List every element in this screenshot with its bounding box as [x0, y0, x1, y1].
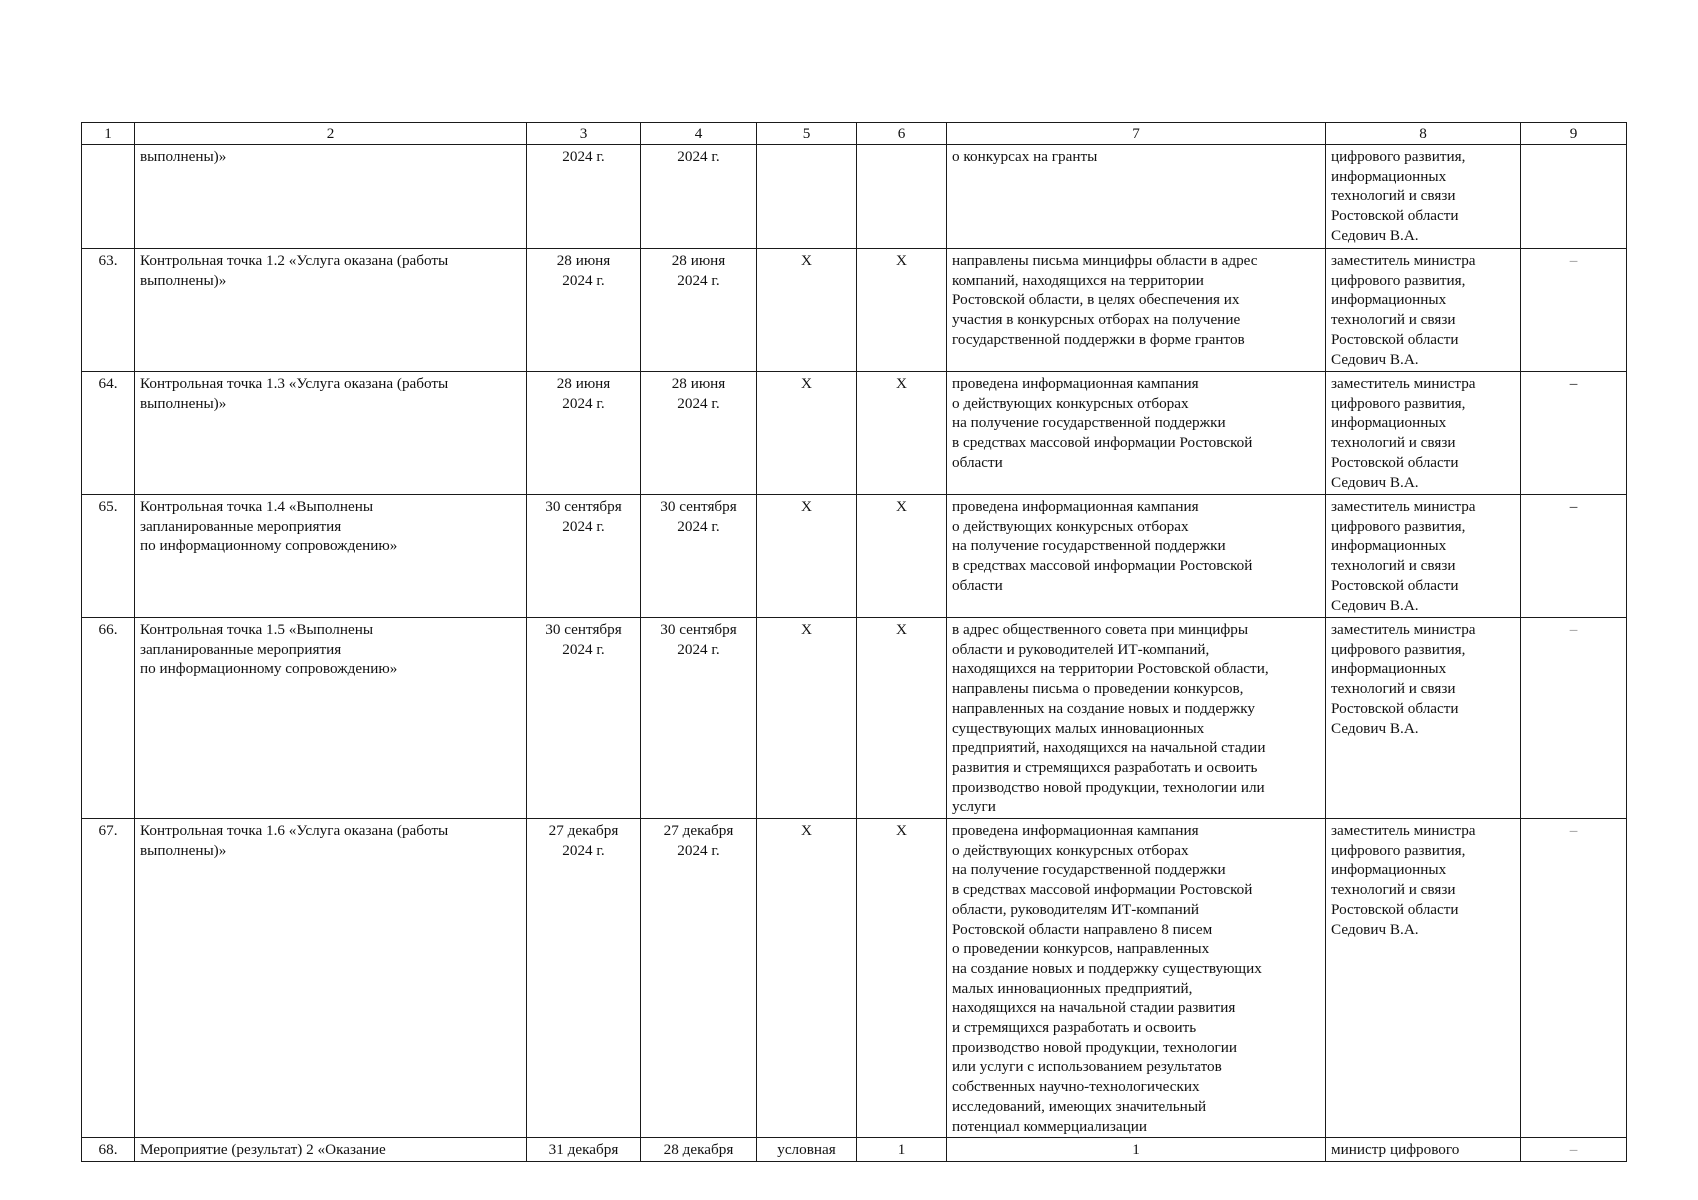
row-col6: X: [857, 249, 947, 372]
row-col9: [1521, 145, 1627, 249]
row-name: Мероприятие (результат) 2 «Оказание: [135, 1138, 527, 1162]
row-date-fact: 28 июня 2024 г.: [641, 372, 757, 495]
row-name: Контрольная точка 1.2 «Услуга оказана (работы выполнены)»: [135, 249, 527, 372]
row-date-plan: 30 сентября 2024 г.: [527, 495, 641, 618]
row-name: выполнены)»: [135, 145, 527, 249]
row-date-fact: 28 декабря: [641, 1138, 757, 1162]
row-date-fact: 2024 г.: [641, 145, 757, 249]
row-responsible: заместитель министра цифрового развития, информационных технологий и связи Ростовской области Седович В.А.: [1326, 618, 1521, 819]
row-number: 67.: [82, 819, 135, 1138]
row-date-fact: 27 декабря 2024 г.: [641, 819, 757, 1138]
row-number: 63.: [82, 249, 135, 372]
row-col5: X: [757, 618, 857, 819]
column-number-header: [82, 123, 1627, 145]
row-responsible: заместитель министра цифрового развития, информационных технологий и связи Ростовской области Седович В.А.: [1326, 249, 1521, 372]
table-row: [82, 145, 1627, 249]
header-cell: 8: [1326, 123, 1521, 145]
row-result: проведена информационная кампания о действующих конкурсных отборах на получение государственной поддержки в средствах массовой информации Ростовской области, руководителям ИТ-компаний Ростовской области направлено 8 писем о проведении конкурсов, направленных на создание новых и поддержку существующих малых инновационных предприятий, находящихся на начальной стадии развития и стремящихся разработать и освоить производство новой продукции, технологии или услуги с использованием результатов собственных научно-технологических исследований, имеющих значительный потенциал коммерциализации: [947, 819, 1326, 1138]
row-number: 65.: [82, 495, 135, 618]
table-row: [82, 1138, 1627, 1162]
row-result: проведена информационная кампания о действующих конкурсных отборах на получение государственной поддержки в средствах массовой информации Ростовской области: [947, 372, 1326, 495]
row-col6: 1: [857, 1138, 947, 1162]
row-number: 66.: [82, 618, 135, 819]
header-cell: 1: [82, 123, 135, 145]
row-col6: X: [857, 495, 947, 618]
table-row: [82, 249, 1627, 372]
row-result: 1: [947, 1138, 1326, 1162]
row-name: Контрольная точка 1.5 «Выполнены запланированные мероприятия по информационному сопровождению»: [135, 618, 527, 819]
report-table: [81, 122, 1627, 1162]
row-responsible: министр цифрового: [1326, 1138, 1521, 1162]
row-date-fact: 28 июня 2024 г.: [641, 249, 757, 372]
row-date-fact: 30 сентября 2024 г.: [641, 495, 757, 618]
header-cell: 5: [757, 123, 857, 145]
row-result: проведена информационная кампания о действующих конкурсных отборах на получение государственной поддержки в средствах массовой информации Ростовской области: [947, 495, 1326, 618]
header-cell: 2: [135, 123, 527, 145]
table-row: [82, 495, 1627, 618]
header-cell: 6: [857, 123, 947, 145]
row-result: направлены письма минцифры области в адрес компаний, находящихся на территории Ростовской области, в целях обеспечения их участия в конкурсных отборах на получение государственной поддержки в форме грантов: [947, 249, 1326, 372]
header-cell: 7: [947, 123, 1326, 145]
row-name: Контрольная точка 1.6 «Услуга оказана (работы выполнены)»: [135, 819, 527, 1138]
row-col5: X: [757, 495, 857, 618]
row-name: Контрольная точка 1.4 «Выполнены запланированные мероприятия по информационному сопровождению»: [135, 495, 527, 618]
row-name: Контрольная точка 1.3 «Услуга оказана (работы выполнены)»: [135, 372, 527, 495]
row-responsible: заместитель министра цифрового развития, информационных технологий и связи Ростовской области Седович В.А.: [1326, 372, 1521, 495]
row-result: о конкурсах на гранты: [947, 145, 1326, 249]
row-responsible: заместитель министра цифрового развития, информационных технологий и связи Ростовской области Седович В.А.: [1326, 495, 1521, 618]
row-col5: X: [757, 372, 857, 495]
header-cell: 9: [1521, 123, 1627, 145]
row-col9: –: [1521, 819, 1627, 1138]
row-col9: –: [1521, 1138, 1627, 1162]
row-col5: [757, 145, 857, 249]
row-number: [82, 145, 135, 249]
row-number: 68.: [82, 1138, 135, 1162]
row-date-plan: 28 июня 2024 г.: [527, 372, 641, 495]
row-col9: –: [1521, 495, 1627, 618]
row-responsible: заместитель министра цифрового развития, информационных технологий и связи Ростовской области Седович В.А.: [1326, 819, 1521, 1138]
row-col9: –: [1521, 618, 1627, 819]
row-col6: X: [857, 819, 947, 1138]
row-col5: условная: [757, 1138, 857, 1162]
header-cell: 4: [641, 123, 757, 145]
row-date-plan: 28 июня 2024 г.: [527, 249, 641, 372]
table-row: [82, 372, 1627, 495]
row-date-plan: 30 сентября 2024 г.: [527, 618, 641, 819]
row-date-plan: 2024 г.: [527, 145, 641, 249]
header-cell: 3: [527, 123, 641, 145]
row-number: 64.: [82, 372, 135, 495]
row-date-plan: 27 декабря 2024 г.: [527, 819, 641, 1138]
table-row: [82, 618, 1627, 819]
row-col9: –: [1521, 372, 1627, 495]
row-date-plan: 31 декабря: [527, 1138, 641, 1162]
row-date-fact: 30 сентября 2024 г.: [641, 618, 757, 819]
row-col5: X: [757, 249, 857, 372]
row-col6: X: [857, 372, 947, 495]
row-col6: X: [857, 618, 947, 819]
row-col6: [857, 145, 947, 249]
table-row: [82, 819, 1627, 1138]
row-col9: –: [1521, 249, 1627, 372]
row-responsible: цифрового развития, информационных технологий и связи Ростовской области Седович В.А.: [1326, 145, 1521, 249]
row-result: в адрес общественного совета при минцифры области и руководителей ИТ-компаний, находящихся на территории Ростовской области, направлены письма о проведении конкурсов, направленных на создание новых и поддержку существующих малых инновационных предприятий, находящихся на начальной стадии развития и стремящихся разработать и освоить производство новой продукции, технологии или услуги: [947, 618, 1326, 819]
row-col5: X: [757, 819, 857, 1138]
